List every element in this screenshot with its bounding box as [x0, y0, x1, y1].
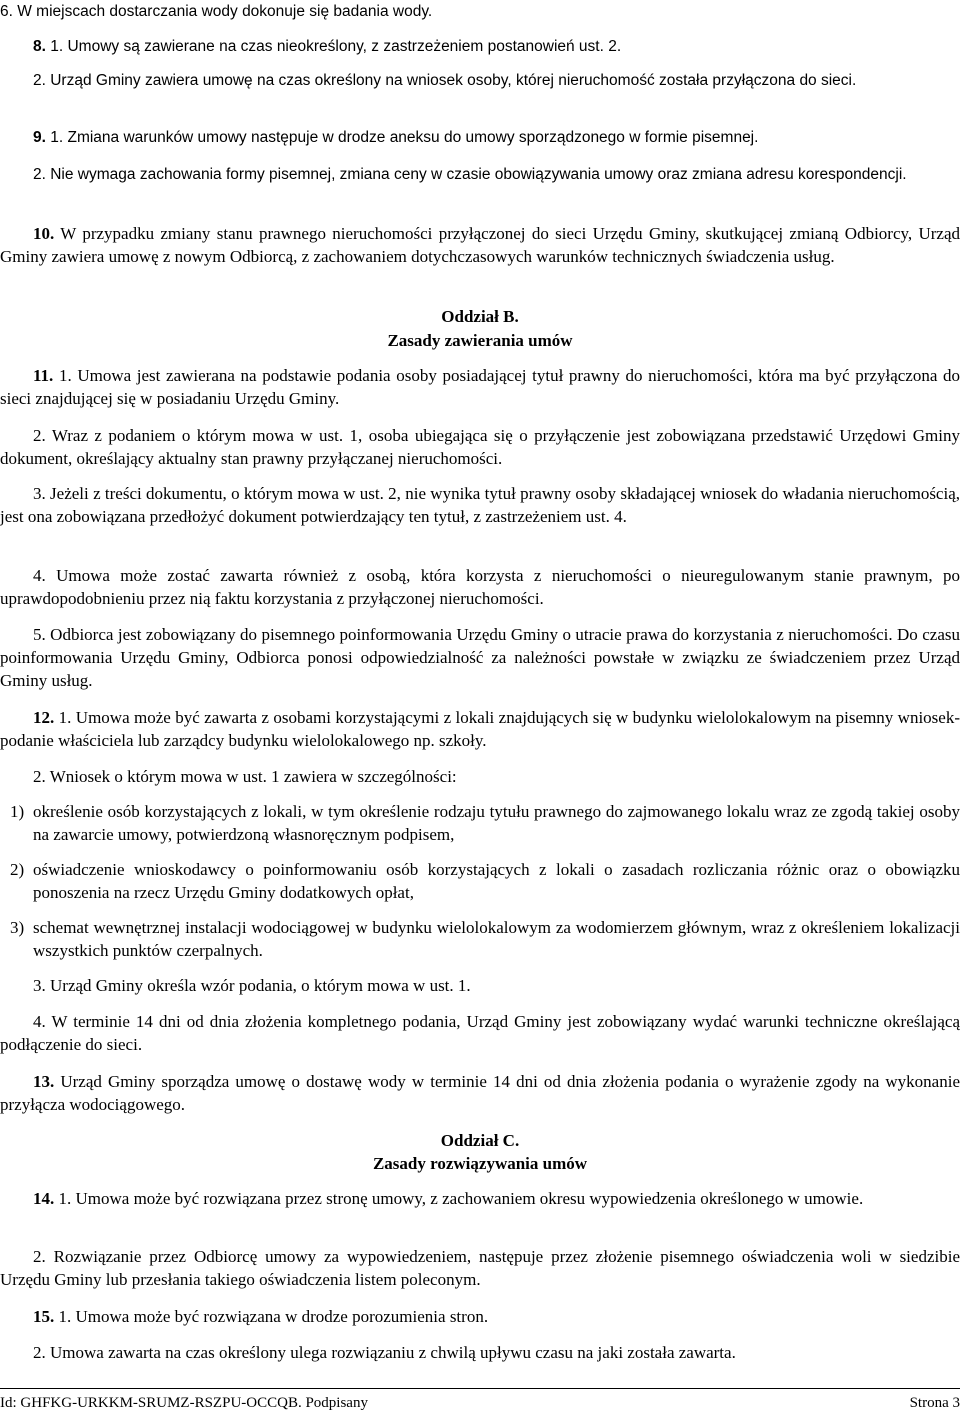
section-number: 9.	[33, 129, 46, 146]
page-footer	[0, 1388, 960, 1411]
section-9-paragraph-1: 9. 1. Zmiana warunków umowy następuje w drodze aneksu do umowy sporządzonego w formie pisemnej.	[33, 129, 759, 146]
section-12-paragraph-4: 4. W terminie 14 dni od dnia złożenia kompletnego podania, Urząd Gminy jest zobowiązany wydać warunki techniczne określającą podłączenie do sieci.	[0, 1012, 960, 1054]
list-item: 2) oświadczenie wnioskodawcy o poinformowaniu osób korzystających z lokali o zasadach rozliczania różnic oraz o obowiązku ponoszenia na rzecz Urzędu Gminy dodatkowych opłat,	[10, 860, 960, 902]
section-number: 12.	[33, 708, 55, 727]
page-number: Strona 3	[909, 1395, 960, 1411]
heading-oddzial-c: Oddział C.	[440, 1131, 520, 1150]
paragraph-6: 6. W miejscach dostarczania wody dokonuje się badania wody.	[0, 3, 433, 20]
section-number: 11.	[33, 366, 54, 385]
section-11-paragraph-5: 5. Odbiorca jest zobowiązany do pisemnego poinformowania Urzędu Gminy o utracie prawa do korzystania z nieruchomości. Do czasu poinformowania Urzędu Gminy, Odbiorca ponosi odpowiedzialność za należności powstałe w związku ze świadczeniem przez Urząd Gminy usług.	[0, 625, 960, 690]
heading-zasady-rozwiazywania: Zasady rozwiązywania umów	[372, 1154, 588, 1173]
section-number: 15.	[33, 1307, 55, 1326]
section-8-paragraph-2: 2. Urząd Gminy zawiera umowę na czas określony na wniosek osoby, której nieruchomość została przyłączona do sieci.	[33, 72, 857, 89]
section-9-paragraph-2: 2. Nie wymaga zachowania formy pisemnej, zmiana ceny w czasie obowiązywania umowy oraz zmiana adresu korespondencji.	[33, 166, 907, 183]
section-10: 10. W przypadku zmiany stanu prawnego nieruchomości przyłączonej do sieci Urzędu Gminy, skutkującej zmianą Odbiorcy, Urząd Gminy zawiera umowę z nowym Odbiorcą, z zachowaniem dotychczasowych warunków technicznych świadczenia usług.	[0, 224, 960, 266]
list-item: 3) schemat wewnętrznej instalacji wodociągowej w budynku wielolokalowym za wodomierzem głównym, wraz z określeniem lokalizacji wszystkich punktów czerpalnych.	[10, 918, 960, 960]
section-15-paragraph-1: 15. 1. Umowa może być rozwiązana w drodze porozumienia stron.	[33, 1307, 489, 1326]
section-8-paragraph-1: 8. 1. Umowy są zawierane na czas nieokreślony, z zastrzeżeniem postanowień ust. 2.	[33, 38, 622, 55]
section-12-paragraph-1: 12. 1. Umowa może być zawarta z osobami korzystającymi z lokali znajdujących się w budynku wielolokalowym na pisemny wniosek-podanie właściciela lub zarządcy budynku wielolokalowego np. szkoły.	[0, 708, 960, 750]
section-number: 13.	[33, 1072, 55, 1091]
section-12-paragraph-3: 3. Urząd Gminy określa wzór podania, o którym mowa w ust. 1.	[33, 976, 471, 995]
section-11-paragraph-1: 11. 1. Umowa jest zawierana na podstawie podania osoby posiadającej tytuł prawny do nieruchomości, która ma być przyłączona do sieci znajdującej się w posiadaniu Urzędu Gminy.	[0, 366, 960, 408]
section-11-paragraph-3: 3. Jeżeli z treści dokumentu, o którym mowa w ust. 2, nie wynika tytuł prawny osoby składającej wniosek do władania nieruchomością, jest ona zobowiązana przedłożyć dokument potwierdzający ten tytuł, z zastrzeżeniem ust. 4.	[0, 484, 960, 526]
section-11-paragraph-2: 2. Wraz z podaniem o którym mowa w ust. 1, osoba ubiegająca się o przyłączenie jest zobowiązana przedstawić Urzędowi Gminy dokument, określający aktualny stan prawny przyłączanej nieruchomości.	[0, 426, 960, 468]
section-12-paragraph-2: 2. Wniosek o którym mowa w ust. 1 zawiera w szczególności:	[33, 767, 457, 786]
heading-zasady-zawierania: Zasady zawierania umów	[387, 331, 573, 350]
document-id: Id: GHFKG-URKKM-SRUMZ-RSZPU-OCCQB. Podpisany	[0, 1395, 368, 1411]
section-14-paragraph-2: 2. Rozwiązanie przez Odbiorcę umowy za wypowiedzeniem, następuje przez złożenie pisemnego oświadczenia woli w siedzibie Urzędu Gminy lub przesłania takiego oświadczenia listem poleconym.	[0, 1247, 960, 1289]
list-item: 1) określenie osób korzystających z lokali, w tym określenie rodzaju tytułu prawnego do zajmowanego lokalu wraz ze zgodą takiej osoby na zawarcie umowy, potwierdzoną własnoręcznym podpisem,	[10, 802, 960, 844]
section-number: 14.	[33, 1189, 55, 1208]
section-number: 10.	[33, 224, 55, 243]
section-11-paragraph-4: 4. Umowa może zostać zawarta również z osobą, która korzysta z nieruchomości o nieuregulowanym stanie prawnym, po uprawdopodobnieniu przez nią faktu korzystania z przyłączonej nieruchomości.	[0, 566, 960, 608]
heading-oddzial-b: Oddział B.	[441, 307, 519, 326]
section-15-paragraph-2: 2. Umowa zawarta na czas określony ulega rozwiązaniu z chwilą upływu czasu na jaki została zawarta.	[33, 1343, 736, 1362]
section-13: 13. Urząd Gminy sporządza umowę o dostawę wody w terminie 14 dni od dnia złożenia podania o wyrażenie zgody na wykonanie przyłącza wodociągowego.	[0, 1072, 960, 1114]
section-number: 8.	[33, 38, 46, 55]
section-14-paragraph-1: 14. 1. Umowa może być rozwiązana przez stronę umowy, z zachowaniem okresu wypowiedzenia określonego w umowie.	[33, 1189, 864, 1208]
